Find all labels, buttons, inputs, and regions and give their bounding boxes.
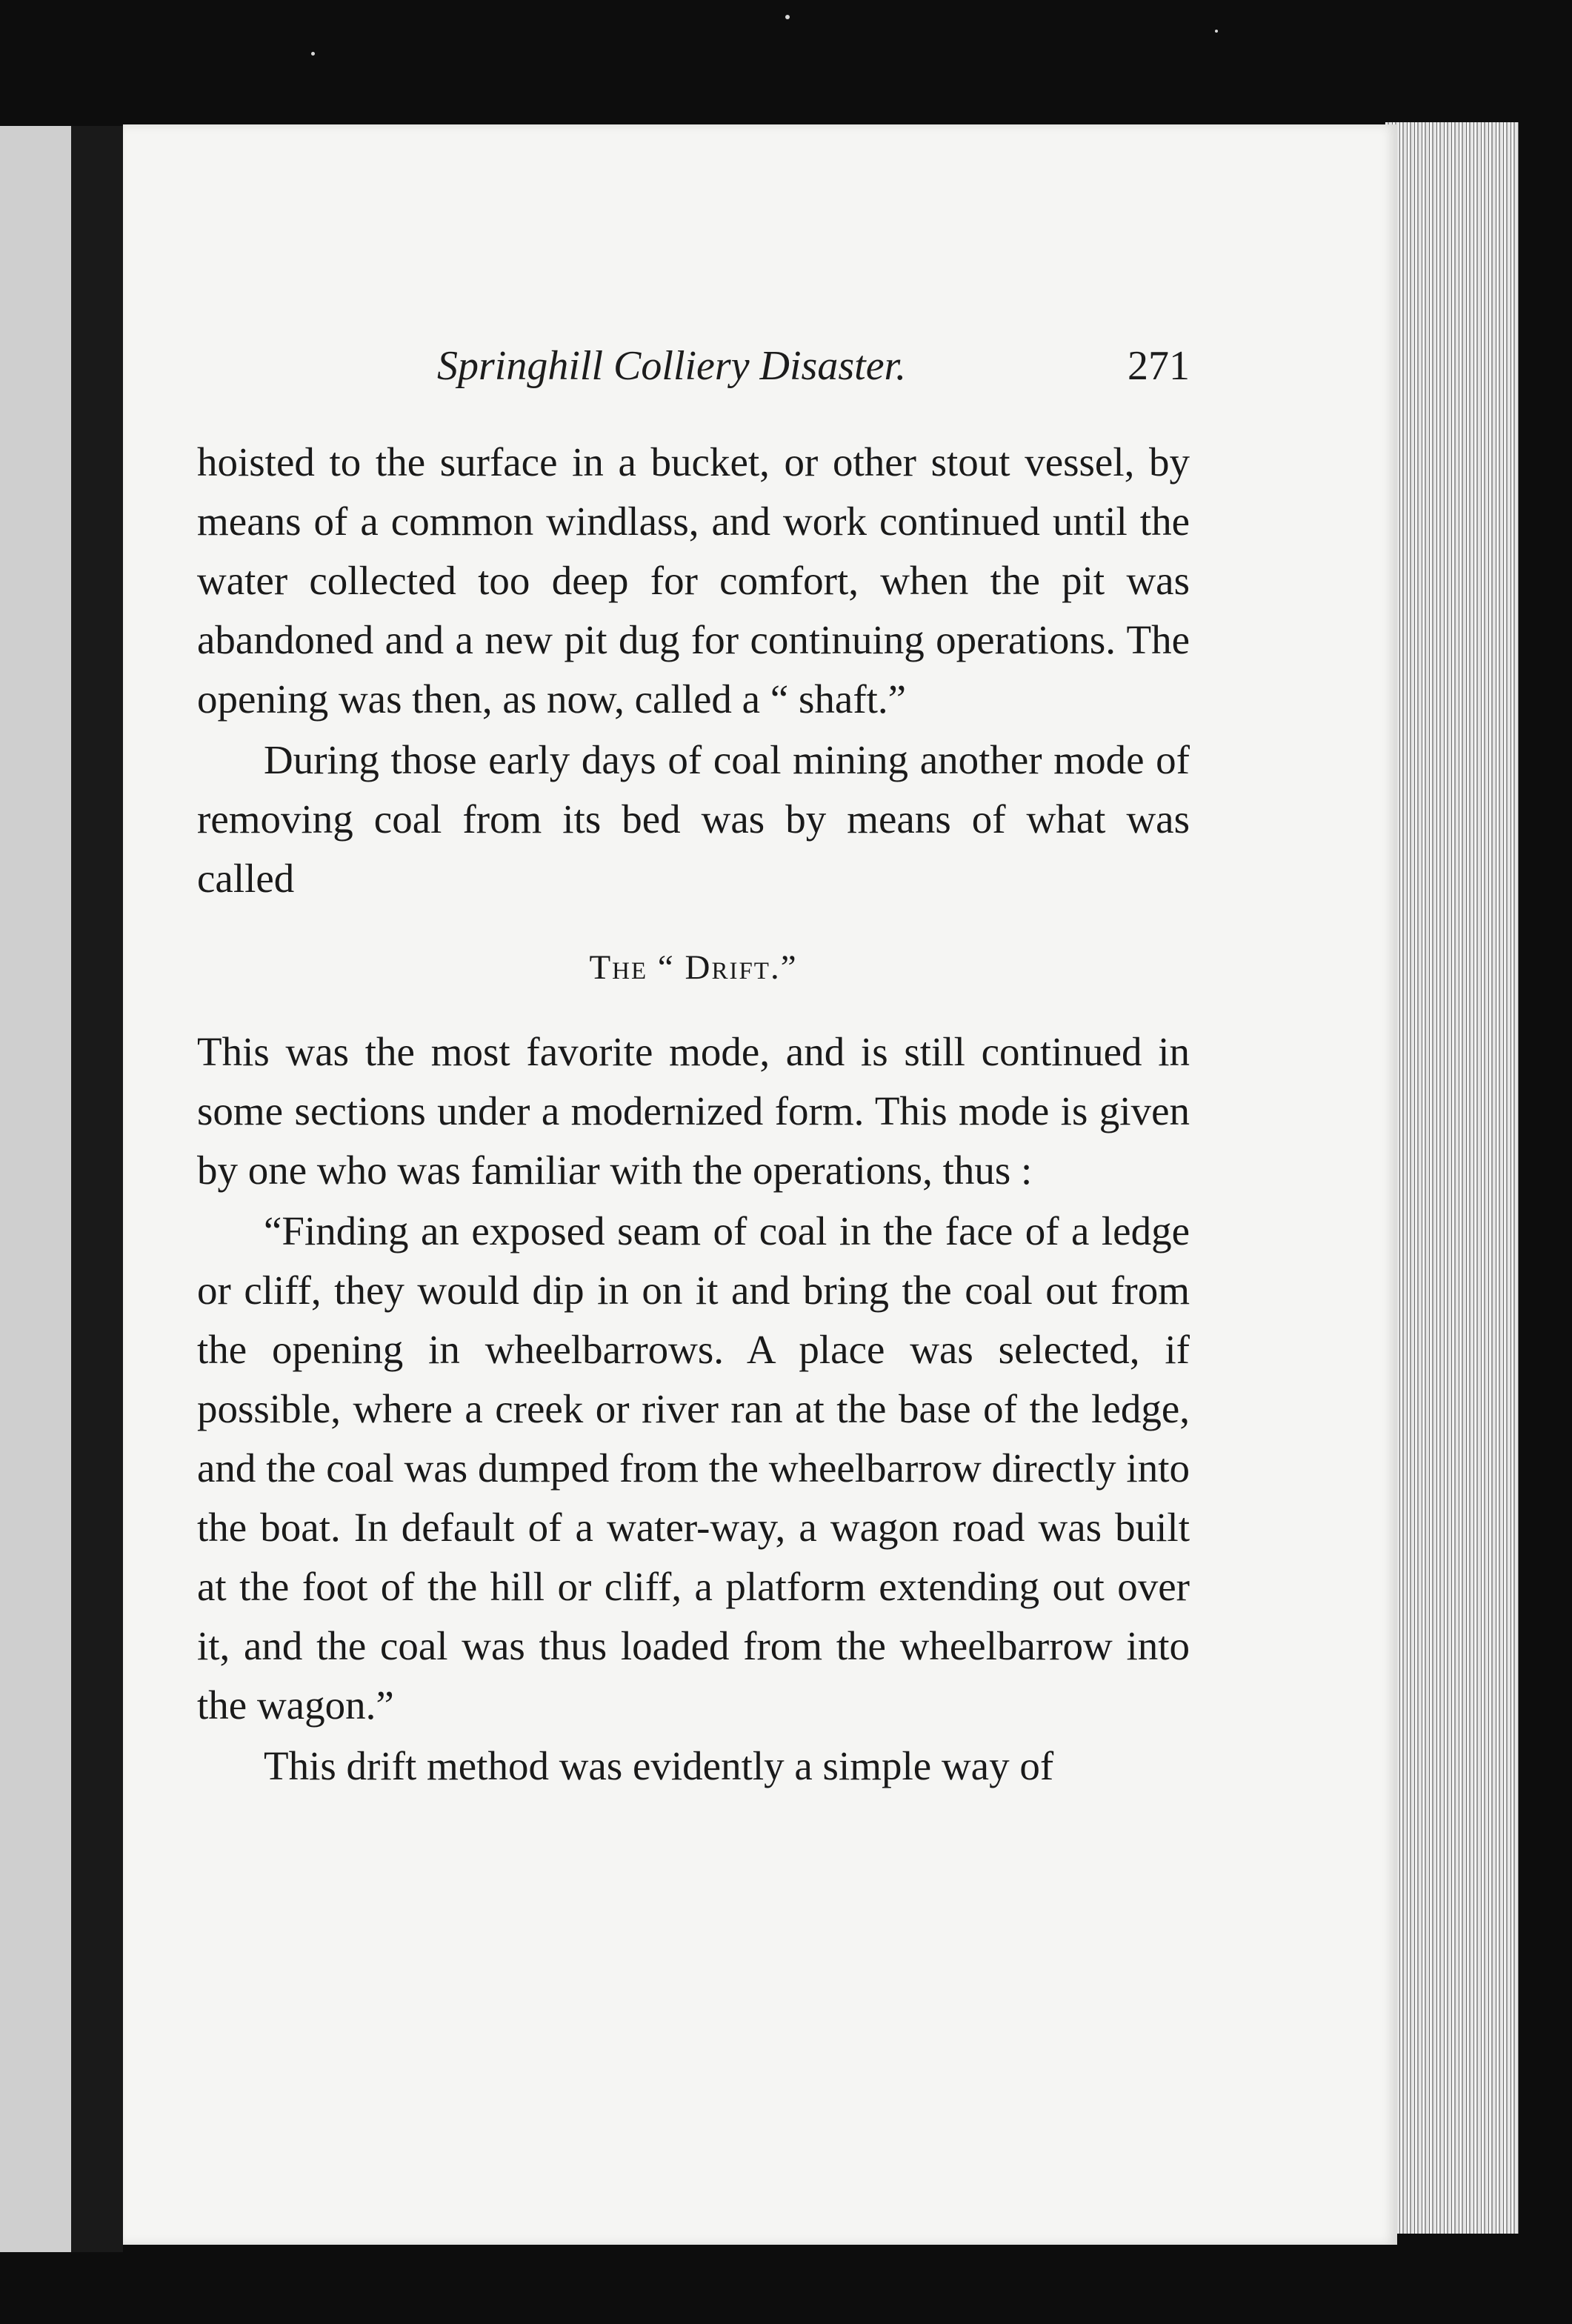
dust-speck	[785, 15, 790, 19]
dust-speck	[311, 52, 315, 56]
paragraph: hoisted to the surface in a bucket, or other stout vessel, by means of a common windlass, and work continued until the water collected too deep for comfort, when the pit was abandoned and a new pit dug for continuing operations. The opening was then, as now, called a “ shaft.”	[197, 439, 1190, 722]
section-heading: The “ Drift.”	[589, 948, 798, 987]
dust-speck	[1215, 30, 1218, 33]
paragraph: This drift method was evidently a simple way of	[264, 1743, 1054, 1788]
page-number: 271	[1128, 343, 1190, 389]
paragraph: During those early days of coal mining another mode of removing coal from its bed was by means of what was called	[197, 737, 1190, 901]
page-edges	[1385, 122, 1519, 2234]
paragraph: This was the most favorite mode, and is still continued in some sections under a modernized form. This mode is given by one who was familiar with the operations, thus :	[197, 1029, 1190, 1193]
facing-page-edge	[0, 126, 71, 2252]
running-head	[200, 342, 1190, 394]
body-text	[197, 433, 1190, 1796]
running-title: Springhill Colliery Disaster.	[437, 343, 907, 389]
quoted-paragraph: “Finding an exposed seam of coal in the face of a ledge or cliff, they would dip in on it and bring the coal out from the opening in wheelbarrows. A place was selected, if possible, where a creek or river ran at the base of the ledge, and the coal was dumped from the wheelbarrow directly into the boat. In default of a water-way, a wagon road was built at the foot of the hill or cliff, a platform extending out over it, and the coal was thus loaded from the wheelbarrow into the wagon.”	[197, 1208, 1190, 1728]
book-gutter	[71, 126, 123, 2252]
